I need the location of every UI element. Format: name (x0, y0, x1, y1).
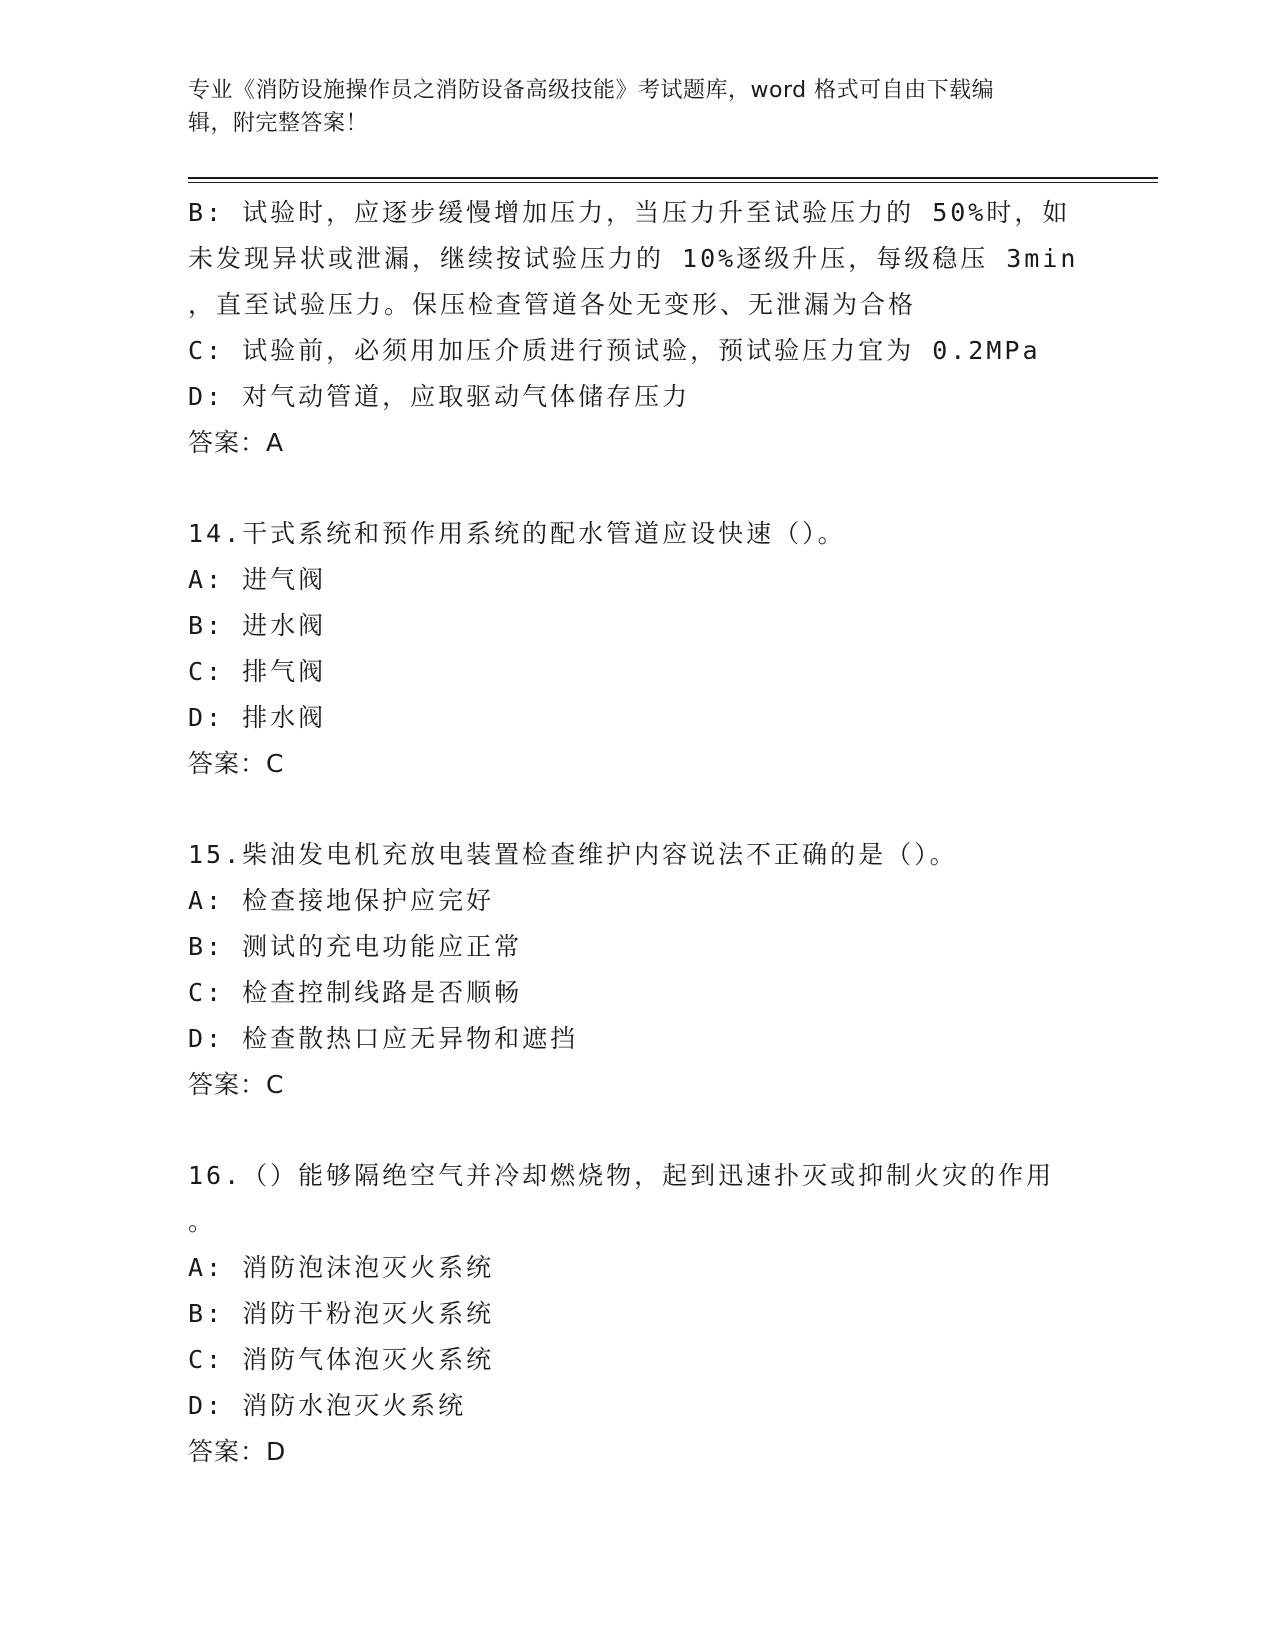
question-text: 14.干式系统和预作用系统的配水管道应设快速（）。 (188, 519, 846, 548)
header-divider-thin (188, 182, 1158, 183)
question-text-line-2: 。 (188, 1207, 217, 1236)
document-body (188, 190, 1088, 1475)
question-15 (188, 832, 1088, 1108)
question-13-continued (188, 190, 1088, 466)
document-header (188, 74, 1078, 140)
option-b-line-1: B: 试验时，应逐步缓慢增加压力，当压力升至试验压力的 50%时，如 (188, 198, 1071, 227)
option-c: C: 消防气体泡灭火系统 (188, 1345, 495, 1374)
header-line-1: 专业《消防设施操作员之消防设备高级技能》考试题库，word 格式可自由下载编 (188, 78, 995, 103)
option-b: B: 消防干粉泡灭火系统 (188, 1299, 495, 1328)
option-b-line-3: ，直至试验压力。保压检查管道各处无变形、无泄漏为合格 (188, 290, 917, 319)
answer: 答案：A (188, 428, 285, 457)
option-d: D: 检查散热口应无异物和遮挡 (188, 1024, 579, 1053)
header-line-2: 辑，附完整答案！ (188, 111, 369, 136)
answer: 答案：C (188, 1070, 285, 1099)
option-a: A: 消防泡沫泡灭火系统 (188, 1253, 495, 1282)
answer: 答案：D (188, 1437, 287, 1466)
option-a: A: 检查接地保护应完好 (188, 886, 495, 915)
question-16 (188, 1153, 1088, 1475)
question-14 (188, 511, 1088, 787)
option-c: C: 试验前，必须用加压介质进行预试验，预试验压力宜为 0.2MPa (188, 336, 1041, 365)
answer: 答案：C (188, 749, 285, 778)
option-c: C: 检查控制线路是否顺畅 (188, 978, 523, 1007)
option-d: D: 对气动管道，应取驱动气体储存压力 (188, 382, 691, 411)
header-divider-thick (188, 177, 1158, 179)
option-c: C: 排气阀 (188, 657, 327, 686)
question-text: 15.柴油发电机充放电装置检查维护内容说法不正确的是（）。 (188, 840, 958, 869)
option-d: D: 排水阀 (188, 703, 327, 732)
option-b-line-2: 未发现异状或泄漏，继续按试验压力的 10%逐级升压，每级稳压 3min (188, 244, 1079, 273)
option-b: B: 进水阀 (188, 611, 327, 640)
option-a: A: 进气阀 (188, 565, 327, 594)
question-text-line-1: 16.（）能够隔绝空气并冷却燃烧物，起到迅速扑灭或抑制火灾的作用 (188, 1161, 1055, 1190)
option-b: B: 测试的充电功能应正常 (188, 932, 523, 961)
option-d: D: 消防水泡灭火系统 (188, 1391, 467, 1420)
